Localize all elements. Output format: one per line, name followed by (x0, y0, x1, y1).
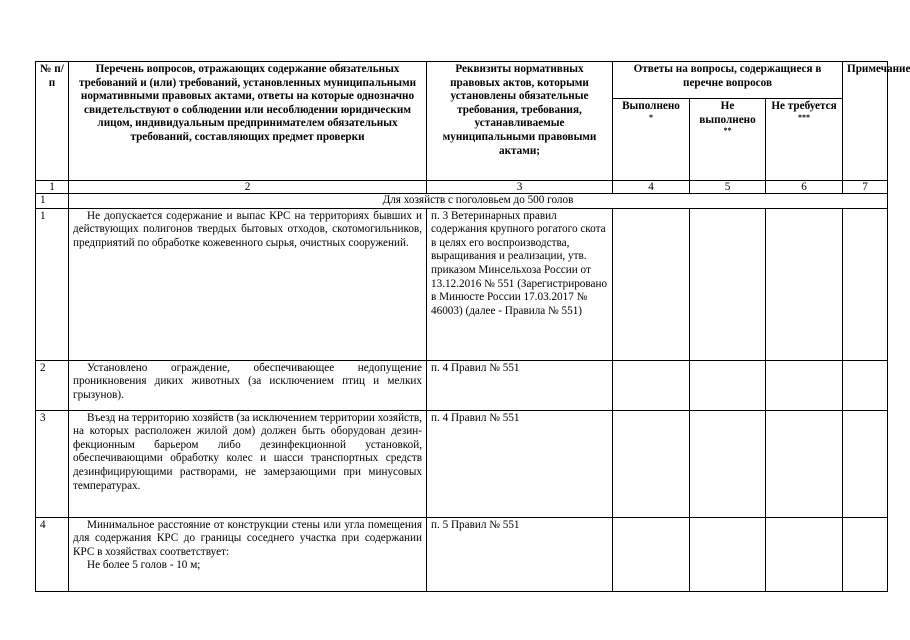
header-answer-done (613, 99, 690, 181)
answer-not-done-cell[interactable] (690, 360, 766, 410)
row-question-cell (69, 517, 427, 591)
answer-not-required-cell[interactable] (766, 360, 843, 410)
section-num: 1 (36, 194, 69, 209)
answer-not-required-cell[interactable] (766, 208, 843, 360)
answer-done-cell[interactable] (613, 517, 690, 591)
row-requisite: п. 5 Правил № 551 (427, 517, 613, 591)
row-num: 4 (36, 517, 69, 591)
row-question: Установлено ограждение, обеспечивающее недопущение проникновения диких животных (за исключением птиц и мелких грызунов). (69, 360, 427, 410)
row-num: 3 (36, 410, 69, 517)
answer-done-cell[interactable] (613, 360, 690, 410)
header-questions: Перечень вопросов, отражающих содержание обязательных требований и (или) требований, установленных муниципальными нормативными правовых актами, ответы на которые однозначно свидетельствуют о соблюдении или несоблюдении юридическим лицом, индивидуальным предпринимателем обязательных требований, составляющих предмет проверки (69, 62, 427, 181)
notes-cell[interactable] (843, 410, 888, 517)
column-number: 4 (613, 181, 690, 194)
column-number: 5 (690, 181, 766, 194)
row-num: 2 (36, 360, 69, 410)
row-requisite: п. 3 Ветеринарных правил содержания крупного рогатого скота в целях его воспроизводства, выращивания и реализации, утв. приказом Минсельхоза России от 13.12.2016 № 551 (Зарегистрировано в Минюсте России 17.03.2017 № 46003) (далее - Правила № 551) (427, 208, 613, 360)
answer-not-required-label: Не требуется (771, 100, 837, 112)
column-number-row (36, 181, 888, 194)
column-number: 6 (766, 181, 843, 194)
header-answers: Ответы на вопросы, содержащиеся в перечне вопросов (613, 62, 843, 99)
answer-not-required-cell[interactable] (766, 517, 843, 591)
row-num: 1 (36, 208, 69, 360)
table-row (36, 208, 888, 360)
answer-not-done-cell[interactable] (690, 517, 766, 591)
table-row (36, 410, 888, 517)
answer-done-cell[interactable] (613, 208, 690, 360)
header-answer-not-required (766, 99, 843, 181)
row-requisite: п. 4 Правил № 551 (427, 360, 613, 410)
answer-not-required-mark: *** (798, 112, 810, 122)
row-requisite: п. 4 Правил № 551 (427, 410, 613, 517)
answer-done-label: Выполнено (622, 100, 680, 112)
answer-not-done-cell[interactable] (690, 410, 766, 517)
checklist-table (35, 61, 910, 592)
answer-not-done-mark: ** (723, 126, 732, 136)
notes-cell[interactable] (843, 517, 888, 591)
section-row (36, 194, 888, 209)
answer-not-done-cell[interactable] (690, 208, 766, 360)
answer-done-mark: * (649, 112, 653, 122)
answer-not-required-cell[interactable] (766, 410, 843, 517)
header-answer-not-done (690, 99, 766, 181)
row-question: Въезд на территорию хозяйств (за исключением территории хозяйств, на которых расположен жилой дом) должен быть оборудован дезин-фекционным барьером либо дезинфекционной установкой, обеспечивающими обработку колес и шасси транспортных средств дезинфицирующими растворами, не замерзающими при минусовых температурах. (69, 410, 427, 517)
column-number: 7 (843, 181, 888, 194)
column-number: 3 (427, 181, 613, 194)
header-row (36, 62, 888, 99)
notes-cell[interactable] (843, 208, 888, 360)
table-row (36, 517, 888, 591)
notes-cell[interactable] (843, 360, 888, 410)
header-num: № п/п (36, 62, 69, 181)
section-title: Для хозяйств с поголовьем до 500 голов (69, 194, 888, 209)
header-requisites: Реквизиты нормативных правовых актов, которыми установлены обязательные требования, требования, устанавливаемые муниципальными правовыми актами; (427, 62, 613, 181)
checklist-page (35, 61, 910, 592)
header-notes: Примечание (843, 62, 888, 181)
row-question: Не допускается содержание и выпас КРС на территориях бывших и действующих полигонов твердых бытовых отходов, скотомогильников, предприятий по обработке кожевенного сырья, очистных сооружений. (69, 208, 427, 360)
answer-done-cell[interactable] (613, 410, 690, 517)
column-number: 1 (36, 181, 69, 194)
row-question: Минимальное расстояние от конструкции стены или угла помещения для содержания КРС до границы соседнего участка при содержании КРС в хозяйствах соответствует: (73, 518, 422, 558)
answer-not-done-label: Не выполнено (699, 100, 756, 126)
row-question-line: Не более 5 голов - 10 м; (87, 559, 201, 572)
column-number: 2 (69, 181, 427, 194)
table-row (36, 360, 888, 410)
